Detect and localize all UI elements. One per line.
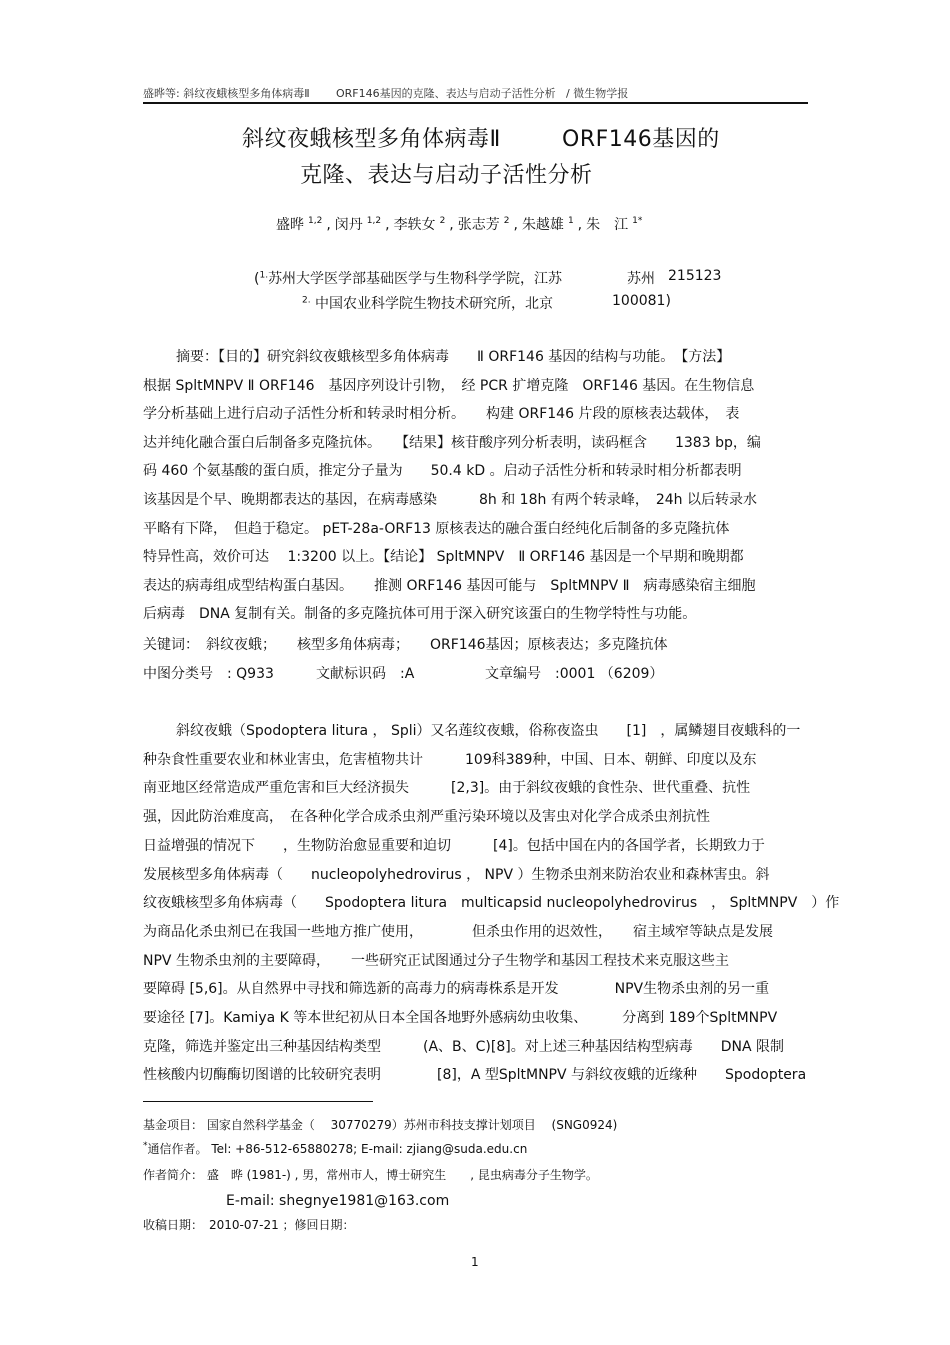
author-separator: , (326, 217, 331, 233)
body-line: 性核酸内切酶酶切图谱的比较研究表明 [8]，A 型SpltMNPV 与斜纹夜蛾的近缘种 Spodoptera (143, 1067, 807, 1084)
body-line: 强，因此防治难度高， 在各种化学合成杀虫剂严重污染环境以及害虫对化学合成杀虫剂抗性 (143, 809, 710, 826)
body-line: 发展核型多角体病毒（ nucleopolyhedrovirus ， NPV ）生物杀虫剂来防治农业和森林害虫。斜 (143, 866, 770, 883)
affiliation-2-zip: 100081) (612, 293, 671, 309)
article-number: 文章编号 :0001 （6209） (485, 666, 664, 682)
author-affiliation-sup: 1 (567, 216, 574, 227)
abstract-line: 平略有下降， 但趋于稳定。 pET-28a-ORF13 原核表达的融合蛋白经纯化后制备的多克隆抗体 (143, 520, 730, 537)
author-separator: , (385, 217, 390, 233)
body-line: 纹夜蛾核型多角体病毒（ Spodoptera litura multicapsid nucleopolyhedrovirus ， SpltMNPV ）作 (143, 895, 840, 912)
author-name: 朱 江 (586, 217, 629, 233)
title-line1-b: ORF146基因的 (562, 127, 720, 152)
author-affiliation-sup: 2 (439, 216, 446, 227)
abstract-line: 后病毒 DNA 复制有关。制备的多克隆抗体可用于深入研究该蛋白的生物学特性与功能。 (143, 606, 697, 623)
author-separator: , (577, 217, 583, 233)
affiliation-1 (254, 268, 562, 288)
author-name: 盛晔 (276, 217, 304, 233)
body-line: 斜纹夜蛾（Spodoptera litura ， Spli）又名莲纹夜蛾，俗称夜盗虫 [1] ，属鳞翅目夜蛾科的一 (176, 723, 801, 739)
affiliation-1-city: 苏州 (627, 271, 655, 287)
corresponding-mark: * (143, 1141, 148, 1151)
author-separator: , (449, 217, 454, 233)
footnote-rule (143, 1101, 373, 1102)
running-header-authors: 盛晔等: 斜纹夜蛾核型多角体病毒Ⅱ (143, 87, 310, 100)
body-line: 日益增强的情况下 ，生物防治愈显重要和迫切 [4]。包括中国在内的各国学者，长期致力于 (143, 837, 765, 854)
clc-number: 中图分类号 : Q933 (143, 666, 274, 682)
body-line: 要途径 [7]。Kamiya K 等本世纪初从日本全国各地野外感病幼虫收集、 分离到 189个SpltMNPV (143, 1010, 778, 1026)
abstract-line: 码 460 个氨基酸的蛋白质，推定分子量为 50.4 kD 。启动子活性分析和转录时相分析都表明 (143, 463, 742, 480)
body-line: NPV 生物杀虫剂的主要障碍， 一些研究正试图通过分子生物学和基因工程技术来克服这些主 (143, 952, 729, 969)
author-name: 张志芳 (457, 217, 500, 233)
author-affiliation-sup: 2 (503, 216, 510, 227)
author-name: 闵丹 (334, 217, 363, 233)
footnote-fund: 基金项目： 国家自然科学基金（ 30770279）苏州市科技支撑计划项目 (SNG0924) (143, 1118, 618, 1132)
affiliation-1-text: 苏州大学医学部基础医学与生物科学学院，江苏 (268, 271, 563, 287)
abstract-line: 学分析基础上进行启动子活性分析和转录时相分析。 构建 ORF146 片段的原核表达载体， 表 (143, 406, 740, 423)
title-line1-a: 斜纹夜蛾核型多角体病毒Ⅱ (242, 127, 501, 152)
author-list (276, 214, 650, 234)
body-line: 克隆，筛选并鉴定出三种基因结构类型 (A、B、C)[8]。对上述三种基因结构型病毒 DNA 限制 (143, 1038, 784, 1055)
affiliation-2-text: 中国农业科学院生物技术研究所，北京 (315, 296, 554, 312)
abstract-line: 根据 SpltMNPV Ⅱ ORF146 基因序列设计引物， 经 PCR 扩增克隆 ORF146 基因。在生物信息 (143, 377, 755, 394)
author-affiliation-sup: 1,2 (308, 216, 323, 227)
footnote-dates: 收稿日期： 2010-07-21 ；修回日期： (143, 1218, 355, 1232)
running-header-title: ORF146基因的克隆、表达与启动子活性分析 (336, 87, 556, 100)
author-name: 朱越雄 (521, 217, 564, 233)
author-separator: , (513, 217, 518, 233)
footnote-email: E-mail: shegnye1981@163.com (226, 1193, 450, 1209)
footnote-corresponding (143, 1140, 527, 1157)
title-line2: 克隆、表达与启动子活性分析 (300, 163, 593, 188)
body-line: 种杂食性重要农业和林业害虫，危害植物共计 109科389种，中国、日本、朝鲜、印度以及东 (143, 751, 757, 768)
body-line: 南亚地区经常造成严重危害和巨大经济损失 [2,3]。由于斜纹夜蛾的食性杂、世代重叠、抗性 (143, 780, 751, 797)
footnote-bio: 作者简介： 盛 晔 (1981-) , 男，常州市人，博士研究生 , 昆虫病毒分子生物学。 (143, 1168, 598, 1182)
author-affiliation-sup: 1* (632, 216, 643, 227)
author-affiliation-sup: 1,2 (366, 216, 382, 227)
body-line: 为商品化杀虫剂已在我国一些地方推广使用， 但杀虫作用的迟效性， 宿主域窄等缺点是发展 (143, 923, 773, 940)
keywords: 关键词： 斜纹夜蛾； 核型多角体病毒； ORF146基因；原核表达；多克隆抗体 (143, 637, 668, 653)
affiliation-2-sup: 2. (302, 295, 311, 306)
abstract-line: 该基因是个早、晚期都表达的基因，在病毒感染 8h 和 18h 有两个转录峰， 24h 以后转录水 (143, 492, 757, 508)
affiliation-1-sup: 1. (259, 270, 269, 281)
affiliation-1-zip: 215123 (668, 268, 722, 284)
header-rule (143, 102, 808, 104)
document-code: 文献标识码 :A (316, 666, 415, 682)
affiliation-2 (302, 293, 553, 313)
abstract-line: 表达的病毒组成型结构蛋白基因。 推测 ORF146 基因可能与 SpltMNPV Ⅱ 病毒感染宿主细胞 (143, 577, 756, 594)
author-name: 李轶女 (393, 217, 436, 233)
abstract-line: 特异性高，效价可达 1:3200 以上。【结论】 SpltMNPV Ⅱ ORF146 基因是一个早期和晚期都 (143, 549, 744, 566)
running-header-journal: / 微生物学报 (566, 87, 629, 100)
corresponding-text: 通信作者。 Tel: +86-512-65880278; E-mail: zjiang@suda.edu.cn (147, 1142, 528, 1156)
page-number: 1 (471, 1255, 479, 1269)
abstract-line: 达并纯化融合蛋白后制备多克隆抗体。 【结果】核苷酸序列分析表明，读码框含 1383 bp，编 (143, 434, 761, 451)
affiliation-open-paren: ( (254, 271, 260, 287)
abstract-line: 摘要：【目的】研究斜纹夜蛾核型多角体病毒 Ⅱ ORF146 基因的结构与功能。 【方法】 (176, 349, 731, 365)
body-line: 要障碍 [5,6]。从自然界中寻找和筛选新的高毒力的病毒株系是开发 NPV生物杀虫剂的另一重 (143, 981, 770, 998)
